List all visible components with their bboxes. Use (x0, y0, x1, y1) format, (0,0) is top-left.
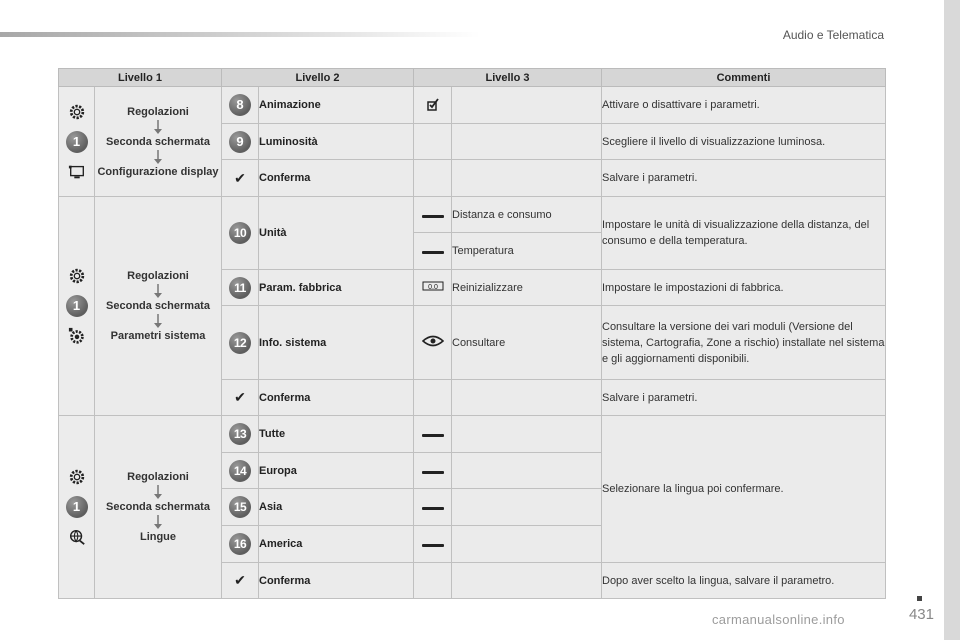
level2-label: Asia (259, 489, 414, 526)
level1-path-language (95, 416, 222, 599)
step-badge: 11 (229, 277, 251, 299)
header-livello-1: Livello 1 (59, 69, 222, 87)
level1-item: Regolazioni (127, 270, 189, 282)
display-icon (68, 163, 86, 181)
level1-badge: 1 (66, 131, 88, 153)
level2-label: Param. fabbrica (259, 270, 414, 306)
table-row (59, 197, 886, 233)
level2-label: Conferma (259, 160, 414, 197)
comment: Impostare le impostazioni di fabbrica. (602, 270, 886, 306)
level2-label: Unità (259, 197, 414, 270)
level2-label: Europa (259, 453, 414, 489)
step-badge: 14 (229, 460, 251, 482)
dash-icon (422, 215, 444, 218)
level1-item: Regolazioni (127, 105, 189, 118)
level1-item: Seconda schermata (106, 501, 210, 513)
arrow-down-icon (153, 515, 163, 529)
comment: Salvare i parametri. (602, 160, 886, 197)
checkmark-icon: ✔ (234, 169, 246, 186)
level2-label: America (259, 526, 414, 563)
gear-icon (68, 267, 86, 285)
reset-icon (422, 281, 444, 291)
level2-label: Conferma (259, 380, 414, 416)
level1-item: Lingue (139, 531, 177, 543)
comment: Selezionare la lingua poi confermare. (602, 416, 886, 563)
checkmark-icon: ✔ (234, 389, 246, 405)
language-icon (68, 528, 86, 546)
level1-icons-language (59, 416, 95, 599)
checkbox-edit-icon (426, 97, 440, 111)
gear-icon (68, 103, 86, 121)
arrow-down-icon (153, 284, 163, 298)
header-commenti: Commenti (602, 69, 886, 87)
arrow-down-icon (153, 314, 163, 328)
level2-label: Info. sistema (259, 306, 414, 380)
level2-label: Luminosità (259, 124, 414, 160)
arrow-down-icon (153, 485, 163, 499)
header-bar (0, 32, 480, 37)
level1-item: Seconda schermata (106, 135, 210, 148)
level2-label: Tutte (259, 416, 414, 453)
level3-label: Distanza e consumo (452, 197, 602, 233)
step-badge: 12 (229, 332, 251, 354)
gear-icon (68, 468, 86, 486)
level1-path-display (95, 87, 222, 197)
level1-item: Seconda schermata (106, 300, 210, 312)
header-livello-3: Livello 3 (414, 69, 602, 87)
header-livello-2: Livello 2 (222, 69, 414, 87)
comment: Scegliere il livello di visualizzazione luminosa. (602, 124, 886, 160)
dash-icon (422, 507, 444, 510)
step-badge: 13 (229, 423, 251, 445)
level1-item: Configurazione display (97, 165, 219, 178)
level2-label: Conferma (259, 563, 414, 599)
watermark: carmanualsonline.info (712, 612, 845, 627)
checkmark-icon: ✔ (234, 572, 246, 588)
step-badge: 16 (229, 533, 251, 555)
arrow-down-icon (153, 120, 163, 134)
level1-path-system (95, 197, 222, 416)
system-settings-icon (68, 327, 86, 345)
dash-icon (422, 471, 444, 474)
level3-label: Temperatura (452, 233, 602, 270)
level1-icons-system (59, 197, 95, 416)
settings-table (58, 68, 886, 599)
level2-label: Animazione (259, 87, 414, 124)
section-title: Audio e Telematica (782, 28, 884, 42)
level1-item: Regolazioni (127, 471, 189, 483)
comment: Attivare o disattivare i parametri. (602, 87, 886, 124)
level1-badge: 1 (66, 295, 88, 317)
dash-icon (422, 251, 444, 254)
comment: Consultare la versione dei vari moduli (Versione del sistema, Cartografia, Zone a rischio) installate nel sistema e gli aggiornamenti disponibili. (602, 306, 886, 380)
page-number: 431 (908, 606, 934, 623)
table-row (59, 87, 886, 124)
dash-icon (422, 544, 444, 547)
step-badge: 9 (229, 131, 251, 153)
level1-item: Parametri sistema (110, 330, 206, 342)
dash-icon (422, 434, 444, 437)
level3-label: Reinizializzare (452, 270, 602, 306)
step-badge: 8 (229, 94, 251, 116)
comment: Salvare i parametri. (602, 380, 886, 416)
level1-icons-display (59, 87, 95, 197)
comment: Impostare le unità di visualizzazione della distanza, del consumo e della temperatura. (602, 197, 886, 270)
arrow-down-icon (153, 150, 163, 164)
eye-icon (422, 335, 444, 347)
page-marker (917, 596, 922, 601)
page-edge-strip (944, 0, 960, 640)
step-badge: 10 (229, 222, 251, 244)
step-badge: 15 (229, 496, 251, 518)
table-header-row (59, 69, 886, 87)
table-row (59, 416, 886, 453)
level3-label: Consultare (452, 306, 602, 380)
level1-badge: 1 (66, 496, 88, 518)
svg-text:0.0: 0.0 (427, 284, 438, 291)
comment: Dopo aver scelto la lingua, salvare il parametro. (602, 563, 886, 599)
